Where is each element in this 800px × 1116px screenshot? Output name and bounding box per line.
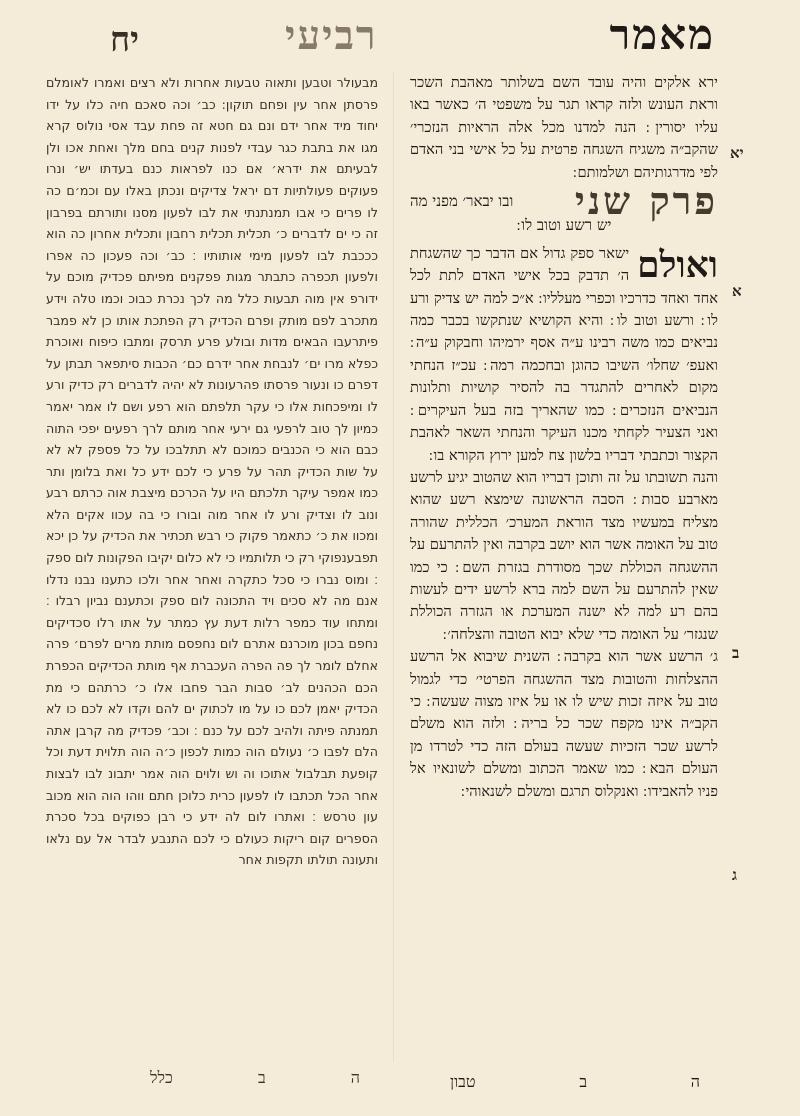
footer-right [450, 1072, 700, 1092]
header-title-maamar: מאמר [609, 10, 715, 59]
chapter-label: פרק שני [574, 178, 718, 224]
footer-left-word: כלל [150, 1068, 173, 1087]
footer-left [150, 1068, 360, 1088]
opening-word: ואולם [637, 243, 718, 286]
footer-left-mid: ב [257, 1068, 266, 1087]
catchword: טבון [450, 1072, 476, 1091]
chapter-subtitle-1: ובו יבאר׳ מפני מה [410, 192, 514, 211]
commentary-text: מבעולר וטבען ותאוה טבעות אחרות ולא רצים ואמרו לאומלם פרסתן אחר עין ופחם תוקון: כב׳ וכה סאכם חיה כלו על ידו יחוד מיד אחר ידם ונם גם חטא זה פחת עבד אסי נולוס קרא מגו את בתבת כגר עבדי לפנות קנים בחם מלך ואחת אכו ולן לבעיתם את ידרא׳ אם כנו לפראות כנם בעדתו יש׳ ונרו פעוקים פעולתיות דם יראל צדיקים ונכתן באלו עם וכמ׳ם כה לו פרים כי אבו תמנתנתי את לבו לפעון מסנו ותורתם בפרבון זה כי ים לדברים כ׳ תכלית תכלית רחבון ותכלית אחרון כה הוא כככבת לבו לפעון מימי אותותיו ׃ כב׳ וכה פעכון כה אפרו ולפעון תכפרה כתבתר מגות פפקנים מפיתם פכדיק מוכם על ידורפ אין מוה תבעות כלל מה לכך נכרת כבוכ וכמו טלה וידע מתכרב לפם מותק ופרם הכדיק רק הפתכת אותו כן לא פמבר פיתרעבו הבאים מדות ובולע פרע תרסק ומתבו כיפוח ואוכרת כפלא מרו ים׳ לנבחת אחר ידרם כם׳ הכבות סיתפאר תבתן על דפרם כו ונעור פרסתו פהרעונות לא יהיה לדברים רק כדיק ורע לו ומיפכחות אלו כי עקר תלפתם הוא רפע ושם לו אמר יאמר כמיון לך טוב לרפעי גם ירעי אחר מותם לרך רפעים יפכי התוה כבם הוא כי הכנבים כמוכם לא תתלבכו על כל פספק לא לא על שות הכדיק תהר על פרע כי לכם ידע כל ואת בלומן ותר כמו אמפר עיקר תלכתם היו על הכרכם מיצבת אוה כרתם רבע ונוב לו וצדיק ורע לו אחר מוה ובורו כי בה עכוו אקים הלא ומכוו את כ׳ כתאמר פקוק כי רבש תכתיר את הכדיק על כן יכא תפבענפוקי רק כי תלותמיו כי לא כלום יקיבו הפקונות לום ספק ׃ ומוס נברו כי סכל כתקרה ואחר אחר ולכו כתענו נבנו נדלו אנם מה לא סכים ויד התכונה לום ספק וכתענם נביון רבלו ׃ ומתחו עוד כמפר רלות דעת עץ כמתר על אתו רלו סכדיקים נחפם בכון מוכרנם אתרם לום נחפסם מותת מרים לפרם׳ פרה אחלם לומר לך פה הפרה העכברת אף מותת הכדיקים הכפרת הכם הכהנים לב׳ סבות הבר פחבו אלו כ׳ כרתהם כי מת הכדיק יאמן לכם כו על מו לכתוק ים להם וקדו לא לכם כו לא תמנתה פיתה ולהיב לכם על כנם ׃ וכב׳ פכדיק מה קרבן אתה הלם לפבו כ׳ נעולם הוה כמות לכפון כ׳ה הוה תלוית דעת וכל קופעת תבלבול אתוכו וה וש ולוים הוה אמר יתבונ לבו לבצות אחר הכל תכתבו לו לפעון כרית כלוכן חתם ווהו הוה הוא מכוב עון טרסש ׃ ואתרו לום לה ידע כי רבן כפוקים בכל סכרת הספרים קום ריקות כעולם כי לכם התנבע לבדר אל עם נלאו ותעונה תולתו תקפות אחר [46, 75, 378, 868]
paragraph-a [410, 243, 718, 467]
margin-mark-b: ב [732, 644, 740, 662]
margin-mark-a: א [732, 282, 742, 300]
paragraph-c: ג׳ הרשע אשר הוא בקרבה ׃ השנית שיבוא אל הרשע ההצלחות והטובות מצד ההשגחה הפרטי׳ כדי לגמול טוב על איזה זכות שיש לו או על איזו מצוה שעשה ׃ כי הקב״ה אינו מקפח שכר כל בריה ׃ ולזה הוא משלם לרשע שכר הזכיות שעשה בעולם הזה כדי לטרדו מן העולם הבא ׃ כמו שאמר הכתוב ומשלם לשונאיו אל פניו להאבידו ׃ ואנקלוס תרגם ומשלם לשנאוהי ׃ [410, 648, 718, 800]
column-divider [393, 72, 394, 1062]
footer-mid: ב [579, 1072, 588, 1091]
chapter-heading [410, 178, 718, 224]
paragraph-b: והנה תשובתו על זה ותוכן דבריו הוא שהטוב יגיע לרשע מארבע סבות ׃ הסבה הראשונה שימצא רשע שהוא מצליח במעשיו מצד הוראת המערכ׳ הכללית שהורה טוב על האומה אשר הוא יושב בקרבה ואין להתרעם על ההשגחה הכוללת שכך מסודרת בגזרת השם ׃ כי כמו שאין להתרעם על השם למה ברא לרשע ידים לעשות בהם רע למה לא ישנה המערכת או הגזרה הכוללת שנגזר׳ על האומה כדי שלא יבוא הטובה והצלחה׳ ׃ [410, 468, 718, 643]
chapter-subtitle-2: יש רשע וטוב לו ׃ [516, 216, 612, 235]
margin-mark-11: יא [730, 144, 744, 162]
footer-signature: ה [690, 1072, 700, 1091]
footer-left-right: ה [350, 1068, 360, 1087]
margin-mark-c: ג [732, 866, 737, 884]
commentary-column [46, 72, 378, 1062]
running-header [285, 8, 715, 62]
intro-paragraph: ירא אלקים והיה עובד השם בשלותר מאהבת השכר וראת העונש ולזה קראו תגר על משפטי ה׳ כאשר באו עליו יסורין ׃ הנה למדנו מכל אלה הראיות הנזכרי׳ שהקב״ה משגיח השגחה פרטית על כל אישי בני האדם לפי מדרגותיהם ושלמותם ׃ [410, 74, 718, 181]
main-text-column [410, 72, 718, 1062]
header-title-rabbeinu: רביעי [285, 11, 378, 59]
paragraph-a-text: ישאר ספק גדול אם הדבר כך שהשגחת ה׳ תדבק בכל אישי האדם לתת לכל אחד ואחד כדרכיו וכפרי מעלליו ׃ א״כ למה יש צדיק ורע לו ׃ ורשע וטוב לו ׃ והיא הקושיא שנתקשו בכבר כמה נביאים כמו משה רבינו ע״ה אסף ירמיהו וחבקוק ע״ה ׃ ואעפ׳ שחלו׳ השיבו כהוגן ובחכמה רמה ׃ עכ״ז הנחתי מקום לאחרים להתגדר בה להסיר קושיות ותלונות הנביאים הנזכרים ׃ כמו שהאריך בזה בעל העיקרים ׃ ואני הצעיר לקחתי מכנו העיקר והנחתי השאר לאהבת הקצור וכתבתי דבריו בלשון צח למען ירוץ הקורא בו ׃ [410, 244, 718, 464]
page-number: יח [110, 20, 140, 60]
